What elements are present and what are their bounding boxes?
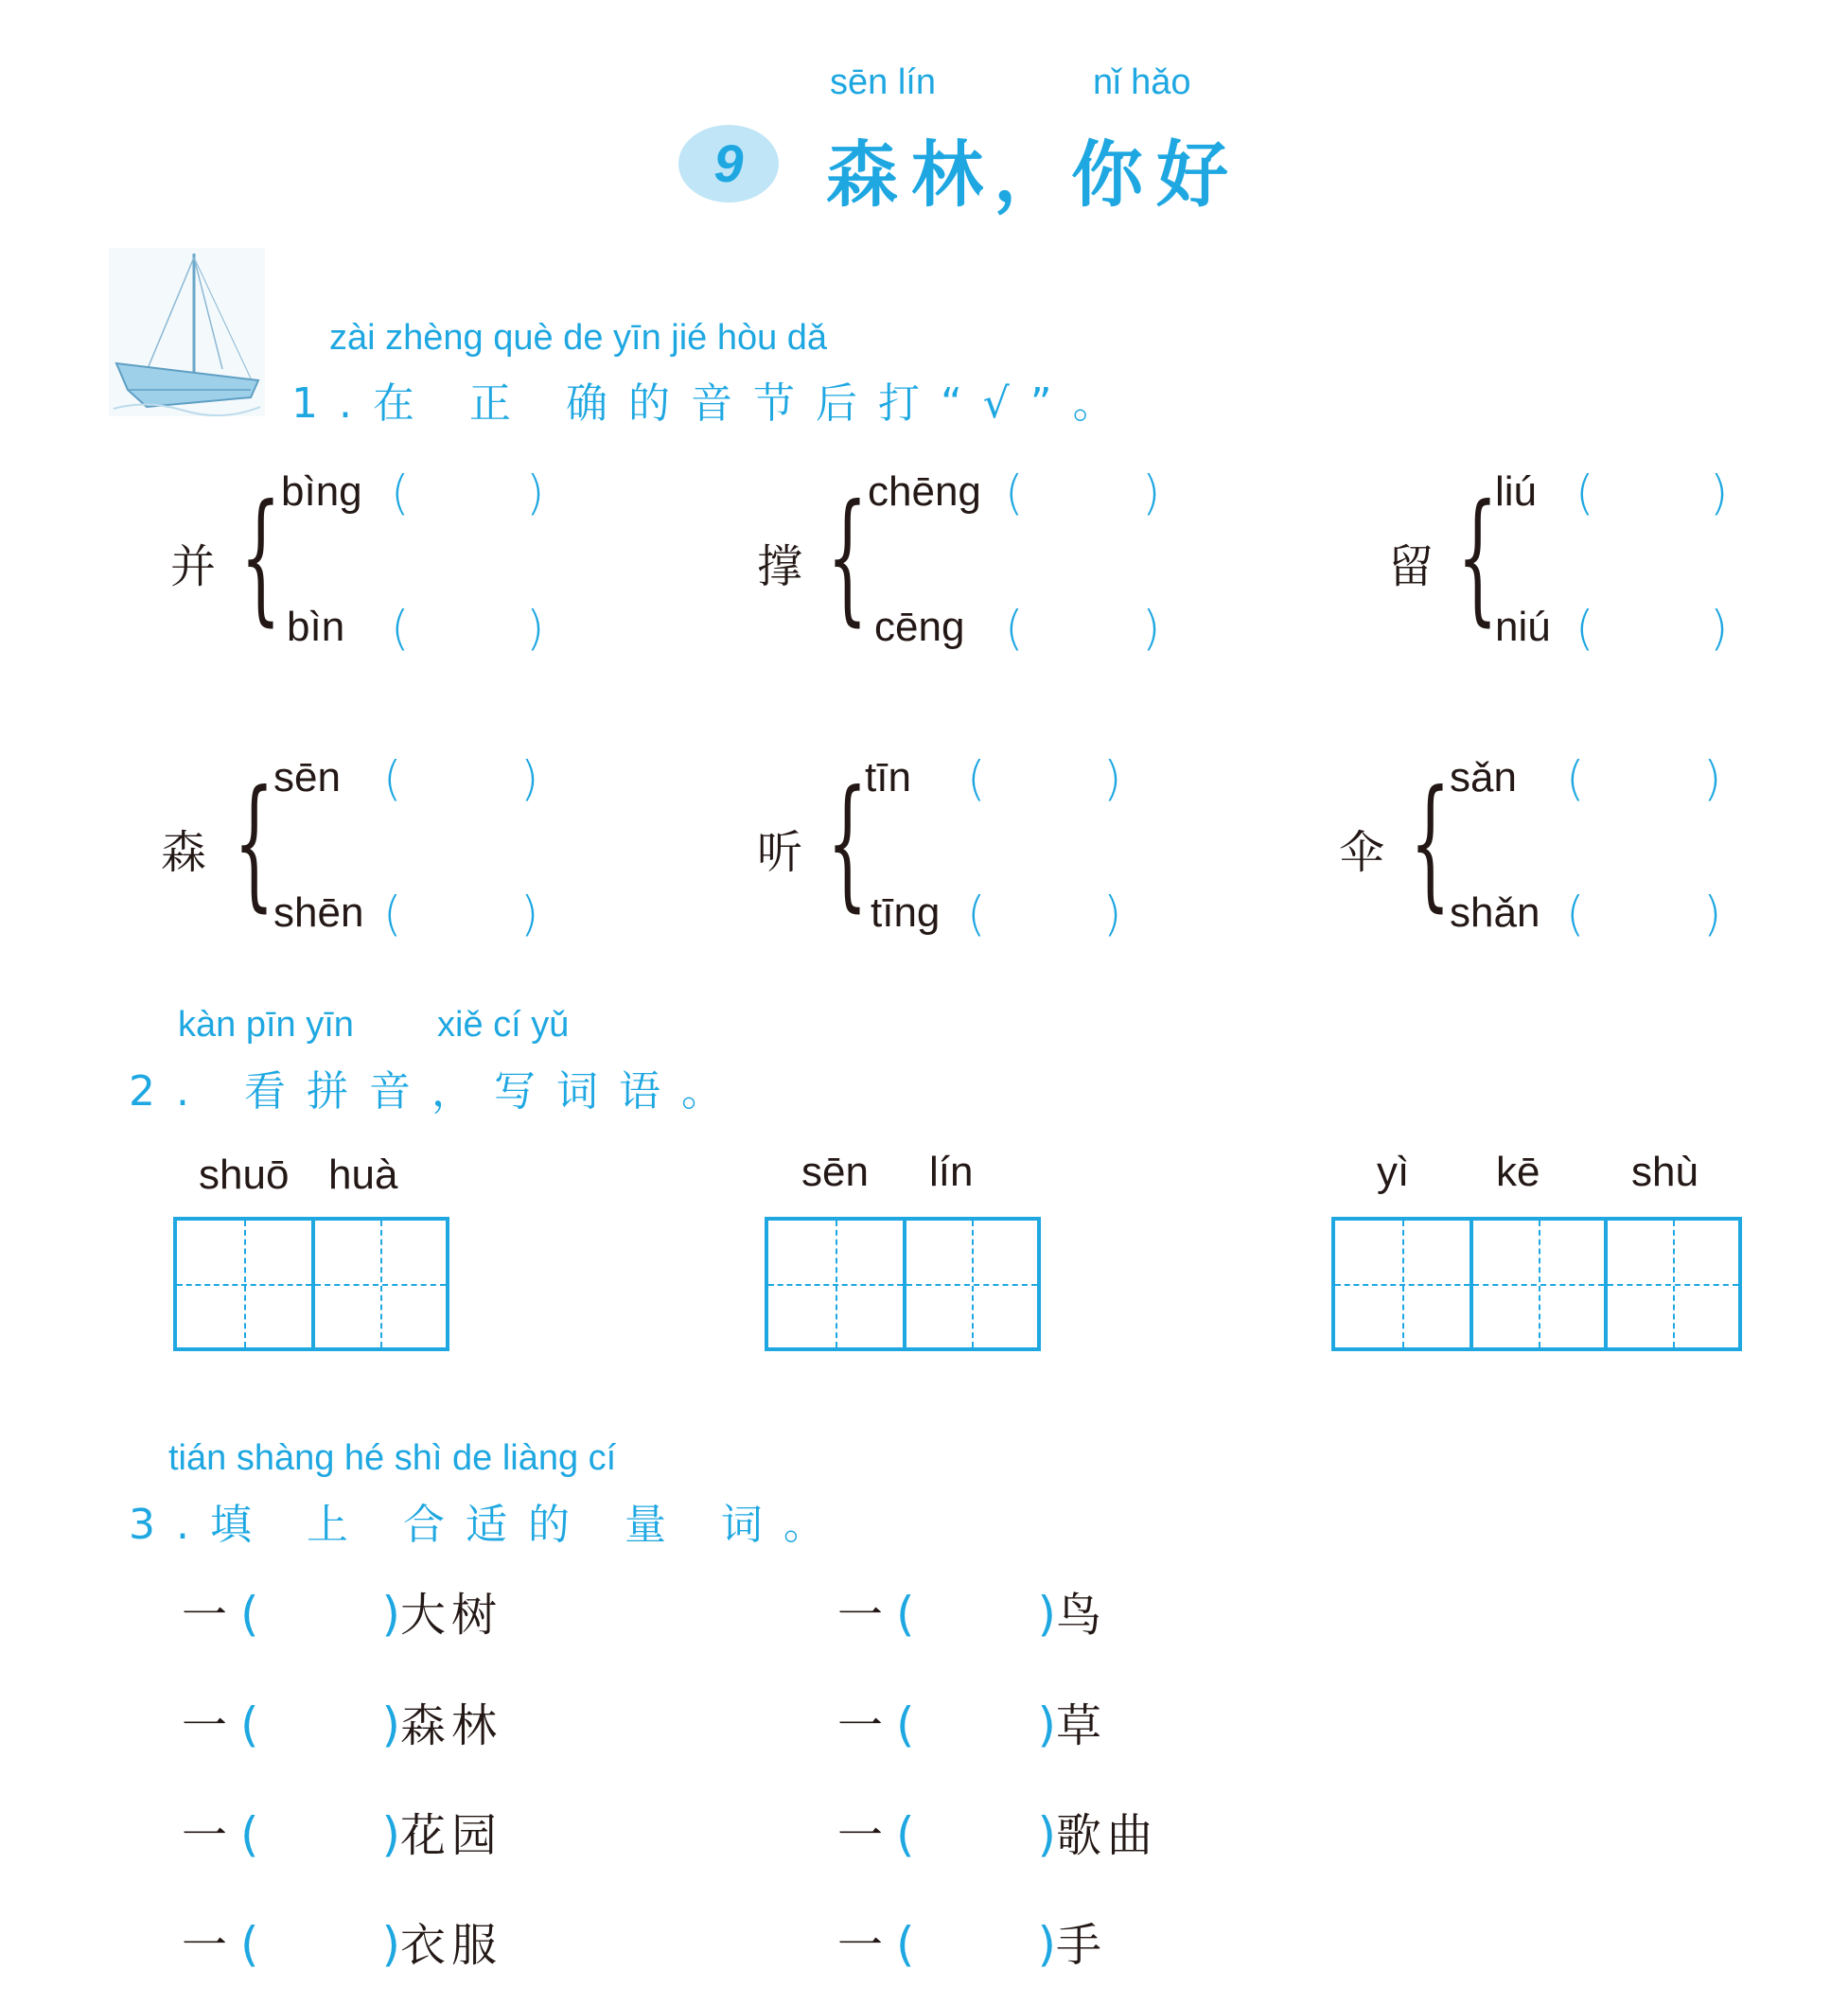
q1-option: sēn (273, 754, 341, 800)
q3-one: 一 (837, 1809, 884, 1862)
q3-one: 一 (182, 1809, 228, 1862)
grid-cell[interactable] (1335, 1221, 1470, 1347)
q2-word-pinyin: sēn (801, 1149, 869, 1195)
sailboat-illustration (109, 248, 265, 416)
q1-char: 撑 (757, 540, 803, 593)
q2-word-pinyin: shù (1631, 1149, 1698, 1195)
grid-cell[interactable] (311, 1221, 446, 1347)
q1-char: 留 (1388, 540, 1434, 593)
answer-paren-open[interactable]: ( (1566, 751, 1585, 806)
q1-char: 森 (161, 826, 207, 879)
answer-paren-open[interactable]: ( (383, 751, 402, 806)
q1-char: 伞 (1339, 826, 1385, 879)
brace-icon: { (1457, 475, 1498, 640)
q2-word-pinyin: shuō (199, 1152, 290, 1198)
q3-noun: 花园 (400, 1809, 503, 1862)
q1-char: 并 (170, 540, 217, 593)
q1-option: shǎn (1450, 889, 1540, 936)
answer-paren-close: ) (1037, 1917, 1057, 1972)
writing-grid[interactable] (173, 1217, 449, 1351)
q3-noun: 大树 (400, 1589, 503, 1642)
answer-paren-close: ) (520, 751, 539, 806)
answer-paren-close: ) (1142, 601, 1161, 656)
answer-paren-close: ) (526, 601, 545, 656)
answer-paren-open[interactable]: ( (240, 1917, 259, 1972)
q1-option: cēng (874, 604, 965, 650)
answer-paren-close: ) (1103, 887, 1122, 941)
q1-char: 听 (757, 826, 803, 879)
answer-paren-open[interactable]: ( (896, 1697, 915, 1752)
answer-paren-open[interactable]: ( (967, 751, 986, 806)
answer-paren-open[interactable]: ( (1575, 601, 1594, 656)
q1-option: tīng (871, 889, 941, 936)
q1-option: liú (1495, 468, 1538, 515)
answer-paren-open[interactable]: ( (383, 887, 402, 941)
brace-icon: { (1410, 761, 1451, 925)
q3-noun: 手 (1056, 1919, 1108, 1972)
q2-instruction: 2. 看拼音，写词语。 (129, 1067, 744, 1116)
answer-paren-open[interactable]: ( (1005, 601, 1024, 656)
q1-option: shēn (273, 889, 364, 936)
lesson-number-badge: 9 (678, 125, 779, 202)
q1-option: bìn (287, 604, 345, 650)
q3-row-left-2 (182, 1689, 502, 1754)
answer-paren-close: ) (1142, 466, 1161, 520)
q2-word-pinyin: huà (328, 1152, 398, 1198)
answer-paren-close: ) (1037, 1587, 1057, 1642)
q3-noun: 衣服 (400, 1919, 503, 1972)
q3-one: 一 (182, 1589, 228, 1642)
writing-grid[interactable] (1331, 1217, 1742, 1351)
lesson-title-comma: ， (994, 132, 1079, 217)
answer-paren-open[interactable]: ( (896, 1587, 915, 1642)
answer-paren-close: ) (520, 887, 539, 941)
answer-paren-close: ) (526, 466, 545, 520)
grid-cell[interactable] (903, 1221, 1037, 1347)
q3-row-left-4 (182, 1908, 502, 1974)
q3-one: 一 (837, 1919, 884, 1972)
q3-row-right-3 (837, 1799, 1158, 1864)
q3-row-right-2 (837, 1689, 1107, 1754)
title-pinyin-2: nǐ hǎo (1093, 62, 1191, 102)
answer-paren-close: ) (381, 1587, 401, 1642)
answer-paren-open[interactable]: ( (391, 466, 410, 520)
q1-pinyin: zài zhèng què de yīn jié hòu dǎ (329, 318, 828, 358)
grid-cell[interactable] (177, 1221, 311, 1347)
q3-instruction: 3.填 上 合适的 量 词。 (129, 1501, 846, 1549)
q3-row-right-1 (837, 1578, 1107, 1644)
q1-option: bìng (281, 468, 362, 515)
grid-cell[interactable] (768, 1221, 903, 1347)
lesson-title-part1: 森林 (826, 132, 996, 217)
q1-option: tīn (865, 754, 911, 800)
answer-paren-close: ) (1703, 887, 1722, 941)
brace-icon: { (234, 761, 274, 925)
answer-paren-close: ) (1103, 751, 1122, 806)
answer-paren-close: ) (1710, 466, 1729, 520)
answer-paren-open[interactable]: ( (240, 1697, 259, 1752)
answer-paren-open[interactable]: ( (1566, 887, 1585, 941)
q2-word-pinyin: lín (929, 1149, 974, 1195)
answer-paren-close: ) (381, 1697, 401, 1752)
answer-paren-close: ) (381, 1917, 401, 1972)
answer-paren-close: ) (1037, 1807, 1057, 1862)
answer-paren-close: ) (1710, 601, 1729, 656)
q2-pinyin-2: xiě cí yǔ (437, 1005, 570, 1045)
answer-paren-open[interactable]: ( (240, 1807, 259, 1862)
answer-paren-open[interactable]: ( (896, 1807, 915, 1862)
answer-paren-close: ) (381, 1807, 401, 1862)
q1-option: niú (1495, 604, 1551, 650)
q3-noun: 森林 (400, 1699, 503, 1752)
answer-paren-open[interactable]: ( (240, 1587, 259, 1642)
answer-paren-open[interactable]: ( (896, 1917, 915, 1972)
answer-paren-open[interactable]: ( (391, 601, 410, 656)
q2-word-pinyin: kē (1496, 1149, 1540, 1195)
q3-row-right-4 (837, 1908, 1107, 1974)
q3-one: 一 (837, 1589, 884, 1642)
answer-paren-close: ) (1703, 751, 1722, 806)
q1-option: chēng (868, 468, 981, 515)
q1-option: sǎn (1450, 754, 1517, 800)
lesson-title-part2: 你好 (1071, 132, 1241, 217)
q2-pinyin-1: kàn pīn yīn (178, 1005, 354, 1045)
grid-cell[interactable] (1604, 1221, 1738, 1347)
q3-noun: 歌曲 (1056, 1809, 1159, 1862)
q2-word-pinyin: yì (1377, 1149, 1410, 1195)
brace-icon: { (240, 475, 281, 640)
answer-paren-open[interactable]: ( (1005, 466, 1024, 520)
answer-paren-open[interactable]: ( (1575, 466, 1594, 520)
answer-paren-open[interactable]: ( (967, 887, 986, 941)
q1-instruction: 1.在 正 确的音节后打“√”。 (291, 379, 1135, 428)
q3-noun: 草 (1056, 1699, 1108, 1752)
brace-icon: { (827, 475, 868, 640)
title-pinyin-1: sēn lín (830, 62, 936, 102)
q3-one: 一 (182, 1699, 228, 1752)
grid-cell[interactable] (1470, 1221, 1604, 1347)
q3-noun: 鸟 (1056, 1589, 1108, 1642)
q3-one: 一 (182, 1919, 228, 1972)
writing-grid[interactable] (765, 1217, 1041, 1351)
answer-paren-close: ) (1037, 1697, 1057, 1752)
q3-one: 一 (837, 1699, 884, 1752)
brace-icon: { (827, 761, 868, 925)
q3-row-left-3 (182, 1799, 502, 1864)
q3-pinyin: tián shàng hé shì de liàng cí (168, 1438, 617, 1478)
q3-row-left-1 (182, 1578, 502, 1644)
